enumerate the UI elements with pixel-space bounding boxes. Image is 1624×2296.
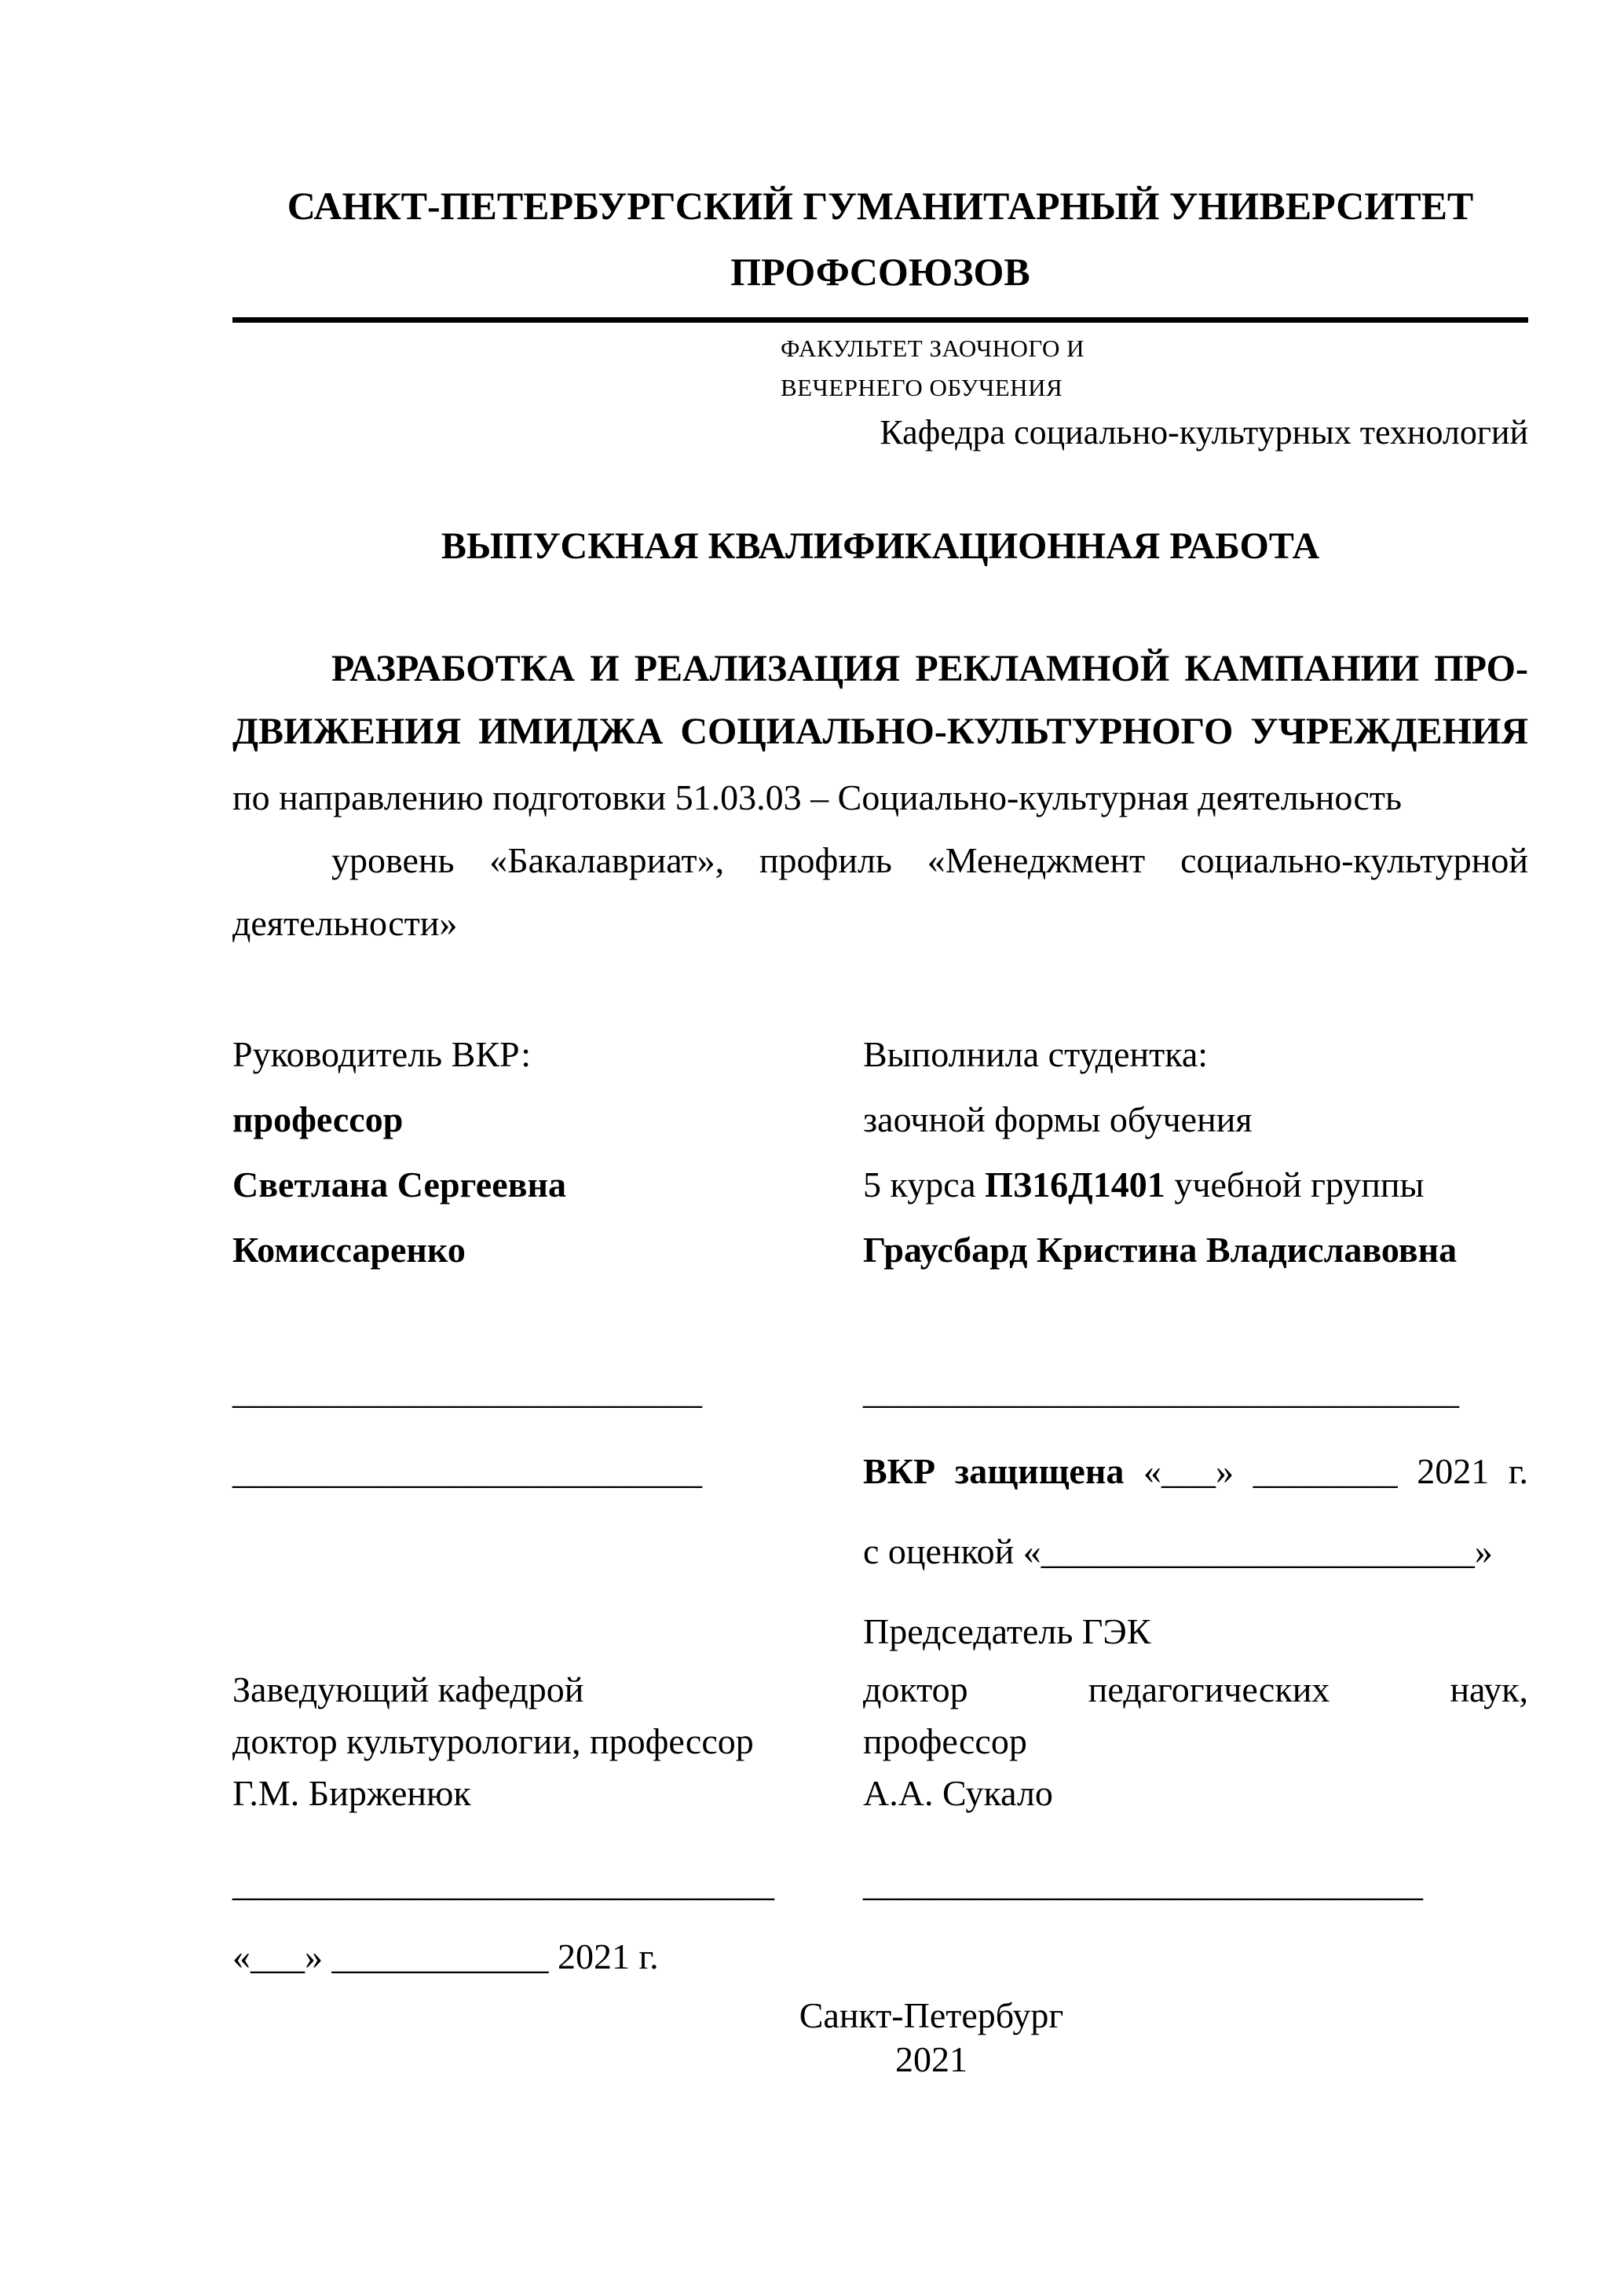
right-spacer	[863, 1924, 1528, 1989]
thesis-title	[232, 638, 1528, 763]
grade-line: с оценкой «________________________»	[863, 1531, 1493, 1571]
head-of-department-label: Заведующий кафедрой	[232, 1669, 584, 1709]
head-of-department-title: доктор культурологии, профессор	[232, 1721, 754, 1761]
program-block	[232, 766, 1528, 955]
chair-label: Председатель ГЭК	[863, 1611, 1151, 1651]
columns-row	[232, 1439, 1528, 1504]
student-name: Граусбард Кристина Владиславовна	[863, 1230, 1458, 1270]
chair-title-line1: доктор педагогических наук,	[863, 1669, 1528, 1709]
faculty-block	[781, 329, 1528, 408]
student-course-pre: 5 курса	[863, 1164, 976, 1205]
department-line: Кафедра социально-культурных технологий	[880, 413, 1528, 452]
student-group-line	[863, 1152, 1528, 1217]
supervisor-name-line2: Комиссаренко	[232, 1230, 466, 1270]
columns-row	[232, 1851, 1528, 1916]
supervisor-label: Руководитель ВКР:	[232, 1034, 532, 1074]
columns-row	[232, 1768, 1528, 1819]
faculty-line2: ВЕЧЕРНЕГО ОБУЧЕНИЯ	[781, 374, 1063, 401]
university-name	[232, 173, 1528, 305]
columns-row	[232, 1599, 1528, 1664]
header-divider	[232, 317, 1528, 323]
defended-label: ВКР защищена	[863, 1451, 1125, 1491]
columns-row	[232, 1217, 1528, 1282]
student-signature-line: _________________________________	[863, 1371, 1459, 1411]
defended-line	[863, 1439, 1528, 1504]
supervisor-title: профессор	[232, 1099, 404, 1139]
left-spacer	[232, 1519, 863, 1584]
columns-row	[232, 1924, 1528, 1989]
footer-block	[283, 1994, 1579, 2082]
footer-year: 2021	[895, 2039, 967, 2079]
student-group-code: ПЗ16Д1401	[985, 1164, 1165, 1205]
columns-row	[232, 1519, 1528, 1584]
supervisor-name-line1: Светлана Сергеевна	[232, 1164, 566, 1205]
student-course-post: учебной группы	[1174, 1164, 1425, 1205]
head-signature-line: ______________________________	[232, 1863, 774, 1903]
signature-columns	[232, 1022, 1528, 1989]
level-line1: уровень «Бакалавриат», профиль «Менеджмент социально-культурной	[331, 840, 1528, 880]
work-type-heading: ВЫПУСКНАЯ КВАЛИФИКАЦИОННАЯ РАБОТА	[441, 525, 1320, 567]
footer-city: Санкт-Петербург	[799, 1995, 1064, 2035]
supervisor-signature-line1: __________________________	[232, 1371, 702, 1411]
left-spacer	[232, 1599, 863, 1664]
columns-row	[232, 1087, 1528, 1152]
columns-row	[232, 1022, 1528, 1087]
thesis-title-line2: ДВИЖЕНИЯ ИМИДЖА СОЦИАЛЬНО-КУЛЬТУРНОГО УЧРЕЖДЕНИЯ	[232, 711, 1528, 752]
head-of-department-name: Г.М. Бирженюк	[232, 1773, 471, 1813]
columns-row	[232, 1358, 1528, 1424]
supervisor-signature-line2: __________________________	[232, 1451, 702, 1491]
thesis-title-line1: РАЗРАБОТКА И РЕАЛИЗАЦИЯ РЕКЛАМНОЙ КАМПАНИИ ПРО-	[331, 648, 1528, 689]
chair-name: А.А. Сукало	[863, 1773, 1053, 1813]
columns-row	[232, 1152, 1528, 1217]
student-form: заочной формы обучения	[863, 1099, 1253, 1139]
chair-title-line2: профессор	[863, 1721, 1027, 1761]
columns-row	[232, 1664, 1528, 1716]
columns-row	[232, 1716, 1528, 1768]
faculty-line1: ФАКУЛЬТЕТ ЗАОЧНОГО И	[781, 335, 1085, 362]
program-line: по направлению подготовки 51.03.03 – Социально-культурная деятельность	[232, 777, 1403, 817]
level-line2: деятельности»	[232, 903, 458, 943]
university-name-line1: САНКТ-ПЕТЕРБУРГСКИЙ ГУМАНИТАРНЫЙ УНИВЕРСИТЕТ	[287, 184, 1474, 228]
defended-date-blanks: «___» ________ 2021 г.	[1143, 1451, 1529, 1491]
university-name-line2: ПРОФСОЮЗОВ	[730, 250, 1030, 294]
head-date-line: «___» ____________ 2021 г.	[232, 1936, 659, 1976]
chair-signature-line: _______________________________	[863, 1863, 1423, 1903]
student-label: Выполнила студентка:	[863, 1034, 1209, 1074]
